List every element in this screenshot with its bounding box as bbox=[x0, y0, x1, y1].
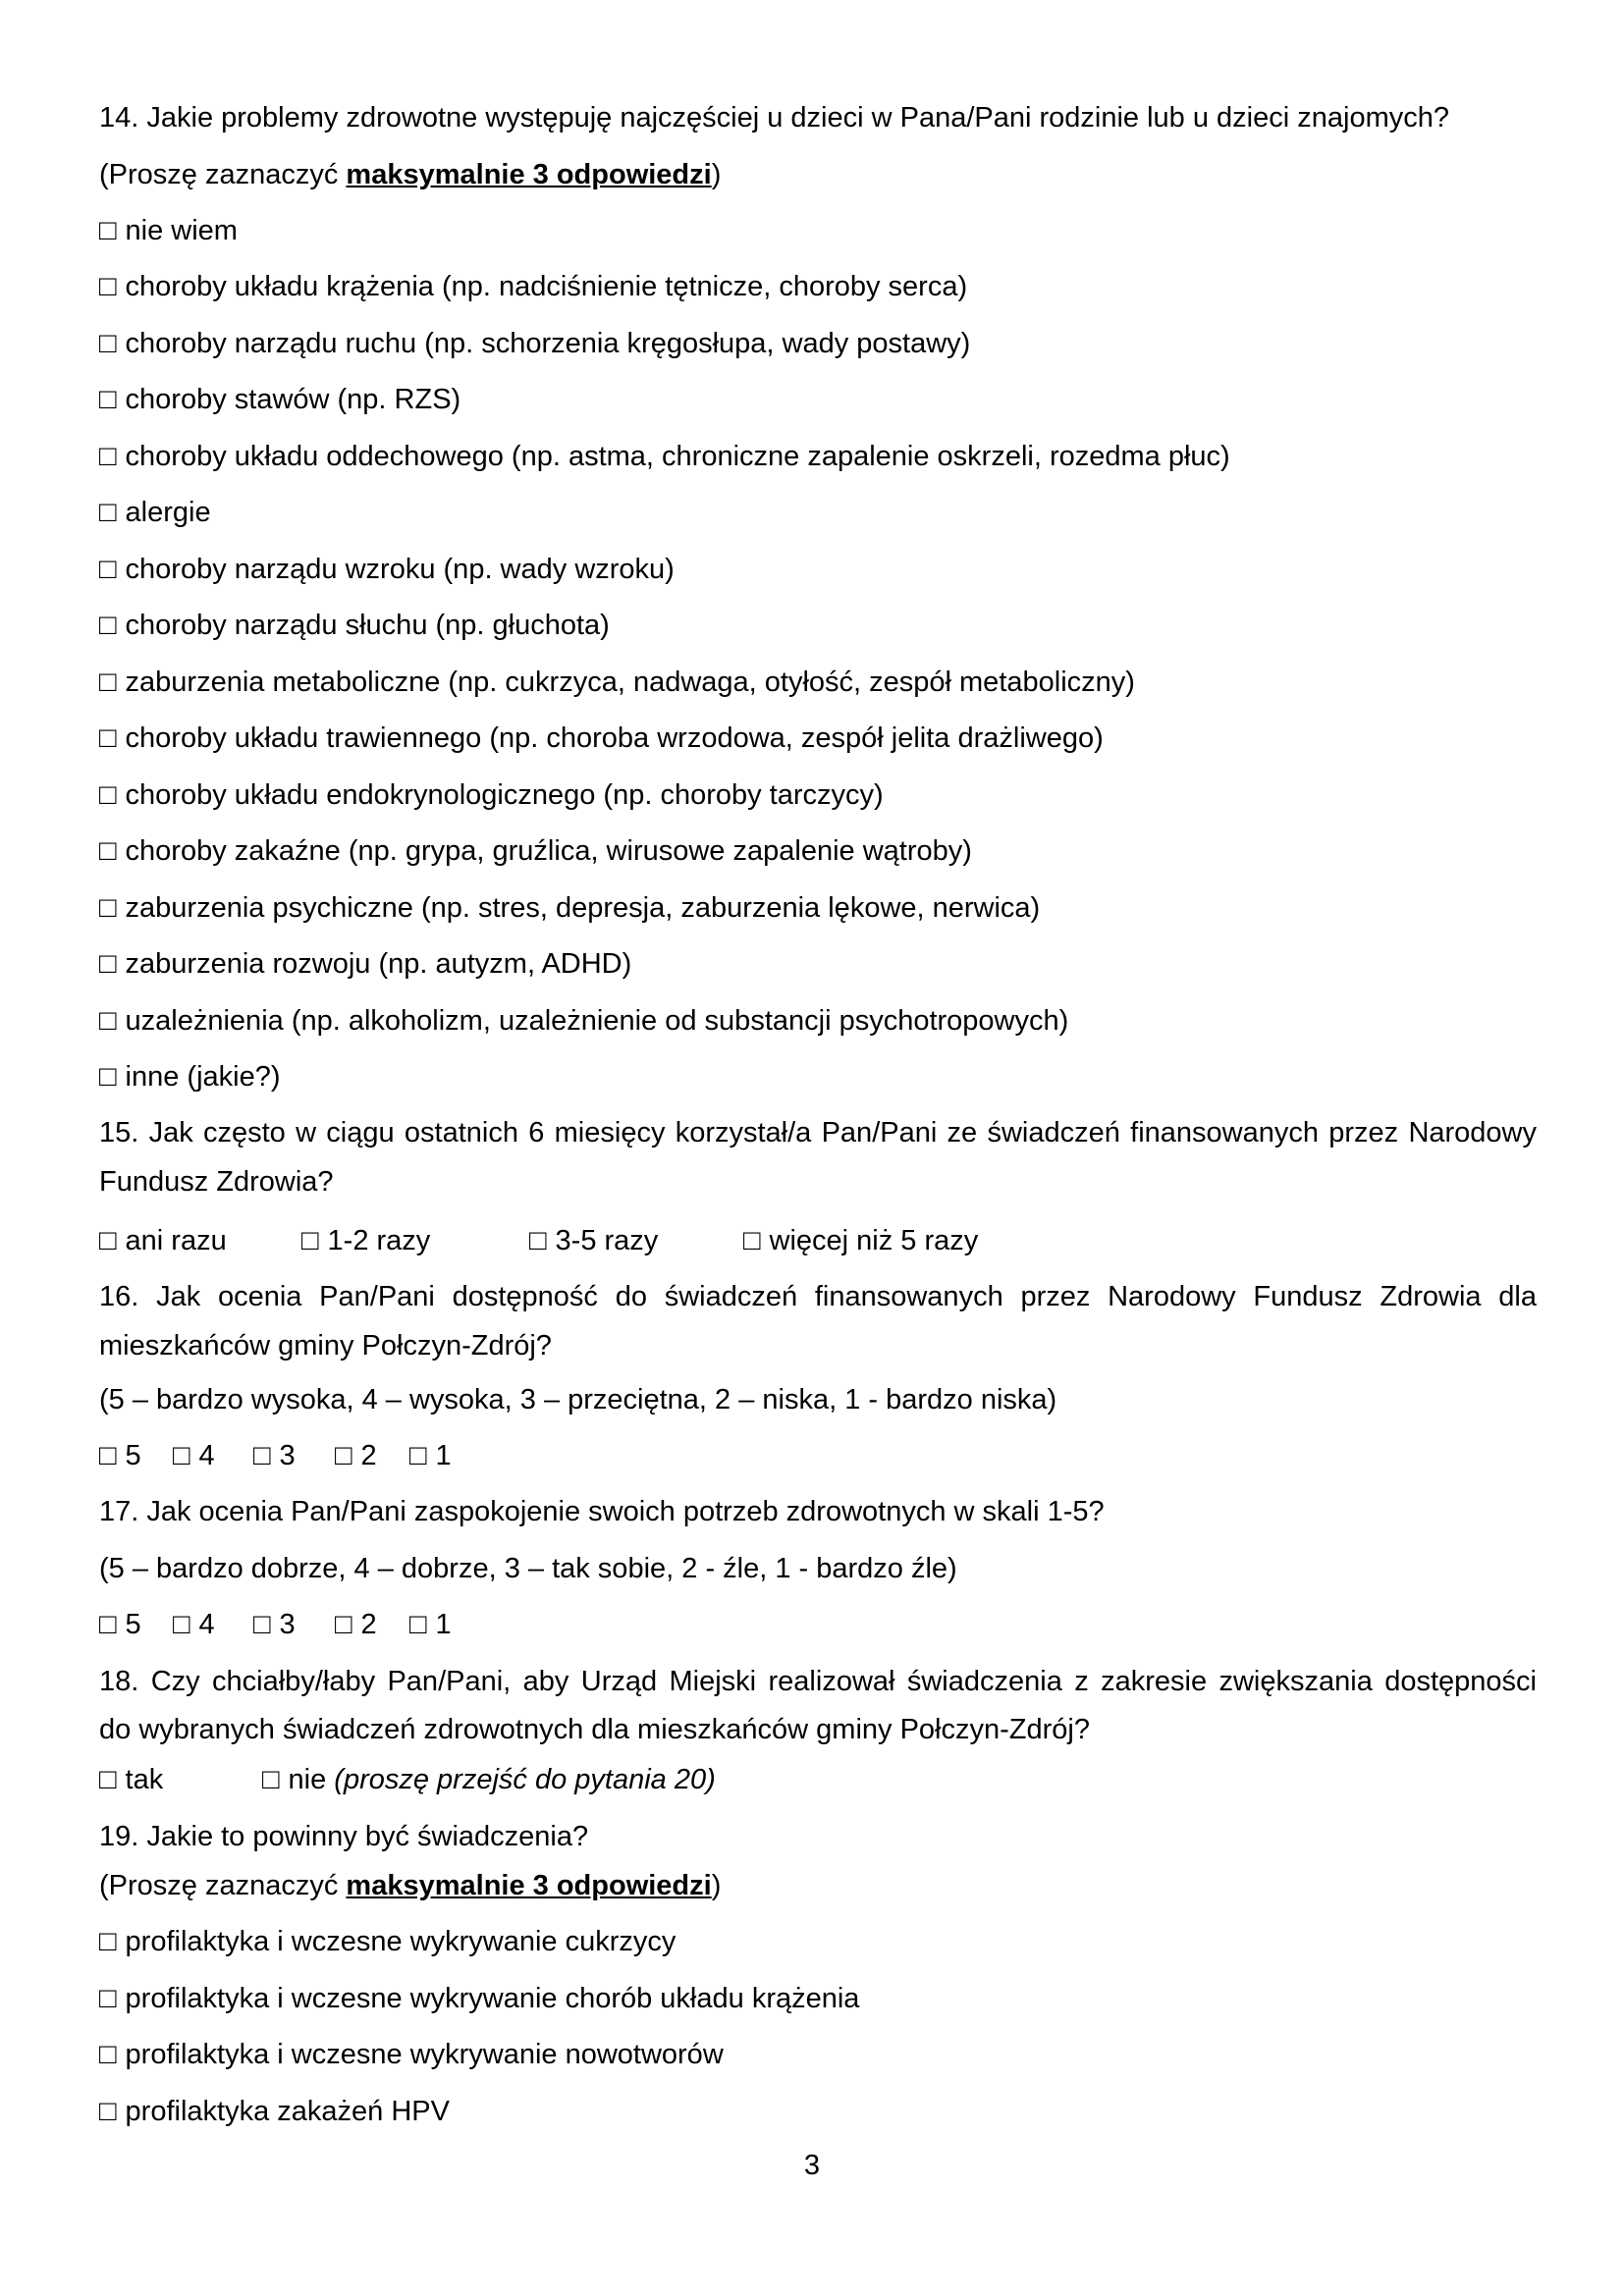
checkbox-icon[interactable]: □ bbox=[99, 271, 117, 302]
q14-option-label: nie wiem bbox=[125, 215, 238, 246]
checkbox-icon[interactable]: □ bbox=[409, 1440, 427, 1471]
checkbox-icon[interactable]: □ bbox=[99, 1005, 117, 1037]
checkbox-icon[interactable]: □ bbox=[335, 1440, 352, 1471]
q14-option[interactable] bbox=[99, 495, 211, 530]
q17-scale: (5 – bardzo dobrze, 4 – dobrze, 3 – tak sobie, 2 - źle, 1 - bardzo źle) bbox=[99, 1553, 957, 1584]
q14-option[interactable] bbox=[99, 552, 675, 587]
q14-option-label: choroby narządu ruchu (np. schorzenia kręgosłupa, wady postawy) bbox=[125, 328, 971, 359]
q17-option[interactable] bbox=[99, 1607, 141, 1642]
checkbox-icon[interactable]: □ bbox=[743, 1225, 761, 1256]
page-number: 3 bbox=[803, 2150, 821, 2181]
q17-option-label: 5 bbox=[125, 1609, 141, 1640]
checkbox-icon[interactable]: □ bbox=[99, 667, 117, 698]
q16-option[interactable] bbox=[99, 1438, 141, 1473]
q15-option[interactable] bbox=[529, 1223, 658, 1258]
q16-option-label: 1 bbox=[435, 1440, 452, 1471]
q19-question: 19. Jakie to powinny być świadczenia? bbox=[99, 1821, 589, 1852]
q19-option-label: profilaktyka i wczesne wykrywanie cukrzycy bbox=[125, 1926, 677, 1957]
checkbox-icon[interactable]: □ bbox=[99, 1609, 117, 1640]
q14-option-label: choroby stawów (np. RZS) bbox=[125, 384, 461, 415]
q14-instr-bold: maksymalnie 3 odpowiedzi bbox=[346, 159, 712, 190]
q14-option-label: zaburzenia psychiczne (np. stres, depresja, zaburzenia lękowe, nerwica) bbox=[125, 892, 1041, 924]
q16-option-label: 5 bbox=[125, 1440, 141, 1471]
q17-option-label: 3 bbox=[279, 1609, 296, 1640]
q14-option[interactable] bbox=[99, 1059, 281, 1095]
q14-option[interactable] bbox=[99, 382, 460, 417]
q19-option[interactable] bbox=[99, 2037, 724, 2072]
q16-option[interactable] bbox=[409, 1438, 452, 1473]
q15-option[interactable] bbox=[99, 1223, 227, 1258]
checkbox-icon[interactable]: □ bbox=[173, 1609, 190, 1640]
checkbox-icon[interactable]: □ bbox=[99, 1983, 117, 2014]
q16-options-row bbox=[99, 1438, 1537, 1473]
checkbox-icon[interactable]: □ bbox=[99, 384, 117, 415]
q16-option-label: 4 bbox=[198, 1440, 215, 1471]
q15-option-label: 3-5 razy bbox=[555, 1225, 659, 1256]
q14-option-label: choroby układu endokrynologicznego (np. choroby tarczycy) bbox=[125, 779, 884, 811]
q18-question-line2: do wybranych świadczeń zdrowotnych dla mieszkańców gminy Połczyn-Zdrój? bbox=[99, 1714, 1090, 1745]
q17-option[interactable] bbox=[335, 1607, 377, 1642]
checkbox-icon[interactable]: □ bbox=[529, 1225, 547, 1256]
q17-option[interactable] bbox=[173, 1607, 215, 1642]
checkbox-icon[interactable]: □ bbox=[253, 1609, 271, 1640]
checkbox-icon[interactable]: □ bbox=[301, 1225, 319, 1256]
q19-instr-prefix: (Proszę zaznaczyć bbox=[99, 1870, 347, 1901]
q14-option[interactable] bbox=[99, 608, 610, 643]
q16-question-line2: mieszkańców gminy Połczyn-Zdrój? bbox=[99, 1330, 552, 1362]
checkbox-icon[interactable]: □ bbox=[99, 1061, 117, 1093]
checkbox-icon[interactable]: □ bbox=[99, 328, 117, 359]
q17-option-label: 1 bbox=[435, 1609, 452, 1640]
checkbox-icon[interactable]: □ bbox=[173, 1440, 190, 1471]
q16-scale: (5 – bardzo wysoka, 4 – wysoka, 3 – przeciętna, 2 – niska, 1 - bardzo niska) bbox=[99, 1384, 1057, 1415]
checkbox-icon[interactable]: □ bbox=[99, 2096, 117, 2127]
q14-option-label: choroby narządu słuchu (np. głuchota) bbox=[125, 610, 610, 641]
q19-option-label: profilaktyka i wczesne wykrywanie chorób układu krążenia bbox=[125, 1983, 860, 2014]
checkbox-icon[interactable]: □ bbox=[99, 1926, 117, 1957]
checkbox-icon[interactable]: □ bbox=[99, 1764, 117, 1795]
checkbox-icon[interactable]: □ bbox=[99, 722, 117, 754]
q19-option[interactable] bbox=[99, 1981, 859, 2016]
q17-option[interactable] bbox=[253, 1607, 296, 1642]
q14-option[interactable] bbox=[99, 213, 238, 248]
q16-option-label: 3 bbox=[279, 1440, 296, 1471]
q19-option-label: profilaktyka zakażeń HPV bbox=[125, 2096, 450, 2127]
q16-question-line1: 16. Jak ocenia Pan/Pani dostępność do świadczeń finansowanych przez Narodowy Fundusz Zdrowia dla bbox=[99, 1281, 1537, 1312]
checkbox-icon[interactable]: □ bbox=[99, 554, 117, 585]
q15-option-label: 1-2 razy bbox=[327, 1225, 431, 1256]
q19-instr-bold: maksymalnie 3 odpowiedzi bbox=[346, 1870, 712, 1901]
q14-option-label: uzależnienia (np. alkoholizm, uzależnienie od substancji psychotropowych) bbox=[125, 1005, 1069, 1037]
q19-option-label: profilaktyka i wczesne wykrywanie nowotworów bbox=[125, 2039, 724, 2070]
q16-option-label: 2 bbox=[360, 1440, 377, 1471]
q16-option[interactable] bbox=[335, 1438, 377, 1473]
q14-option-label: zaburzenia metaboliczne (np. cukrzyca, nadwaga, otyłość, zespół metaboliczny) bbox=[125, 667, 1135, 698]
q17-question: 17. Jak ocenia Pan/Pani zaspokojenie swoich potrzeb zdrowotnych w skali 1-5? bbox=[99, 1496, 1105, 1527]
q14-question: 14. Jakie problemy zdrowotne występuję najczęściej u dzieci w Pana/Pani rodzinie lub u dzieci znajomych? bbox=[99, 102, 1449, 133]
q14-option-label: alergie bbox=[125, 497, 211, 528]
checkbox-icon[interactable]: □ bbox=[99, 779, 117, 811]
checkbox-icon[interactable]: □ bbox=[99, 610, 117, 641]
q18-option-label: nie bbox=[288, 1764, 327, 1795]
q15-options-row bbox=[99, 1223, 1537, 1258]
checkbox-icon[interactable]: □ bbox=[409, 1609, 427, 1640]
q18-option-yes[interactable] bbox=[99, 1762, 163, 1797]
q17-option-label: 2 bbox=[360, 1609, 377, 1640]
q19-instruction bbox=[99, 1868, 721, 1903]
q14-option-label: choroby narządu wzroku (np. wady wzroku) bbox=[125, 554, 675, 585]
q19-option[interactable] bbox=[99, 2094, 450, 2129]
checkbox-icon[interactable]: □ bbox=[99, 835, 117, 867]
checkbox-icon[interactable]: □ bbox=[99, 441, 117, 472]
q14-option-label: choroby układu oddechowego (np. astma, chroniczne zapalenie oskrzeli, rozedma płuc) bbox=[125, 441, 1230, 472]
q14-option-label: inne (jakie?) bbox=[125, 1061, 281, 1093]
q14-option-label: zaburzenia rozwoju (np. autyzm, ADHD) bbox=[125, 948, 632, 980]
q14-option[interactable] bbox=[99, 833, 972, 869]
q19-instr-suffix: ) bbox=[711, 1870, 722, 1901]
q14-option[interactable] bbox=[99, 1003, 1068, 1039]
q14-option[interactable] bbox=[99, 721, 1104, 756]
q18-options-row bbox=[99, 1762, 1537, 1797]
q14-option[interactable] bbox=[99, 777, 884, 813]
q14-instr-suffix: ) bbox=[711, 159, 722, 190]
checkbox-icon[interactable]: □ bbox=[99, 215, 117, 246]
checkbox-icon[interactable]: □ bbox=[99, 497, 117, 528]
checkbox-icon[interactable]: □ bbox=[99, 948, 117, 980]
q14-option-label: choroby zakaźne (np. grypa, gruźlica, wirusowe zapalenie wątroby) bbox=[125, 835, 972, 867]
q14-option-label: choroby układu trawiennego (np. choroba wrzodowa, zespół jelita drażliwego) bbox=[125, 722, 1104, 754]
q19-option[interactable] bbox=[99, 1924, 676, 1959]
q15-option[interactable] bbox=[743, 1223, 978, 1258]
q14-option[interactable] bbox=[99, 326, 970, 361]
q17-option-label: 4 bbox=[198, 1609, 215, 1640]
q15-option-label: więcej niż 5 razy bbox=[769, 1225, 979, 1256]
checkbox-icon[interactable]: □ bbox=[262, 1764, 280, 1795]
checkbox-icon[interactable]: □ bbox=[99, 2039, 117, 2070]
q16-option[interactable] bbox=[253, 1438, 296, 1473]
q17-option[interactable] bbox=[409, 1607, 452, 1642]
q15-question-line1: 15. Jak często w ciągu ostatnich 6 miesięcy korzystał/a Pan/Pani ze świadczeń finansowanych przez Narodowy bbox=[99, 1117, 1537, 1148]
checkbox-icon[interactable]: □ bbox=[99, 892, 117, 924]
q15-question-line2: Fundusz Zdrowia? bbox=[99, 1166, 334, 1198]
q15-option[interactable] bbox=[301, 1223, 430, 1258]
q14-option[interactable] bbox=[99, 665, 1135, 700]
q18-option-no[interactable] bbox=[262, 1762, 716, 1797]
q14-option[interactable] bbox=[99, 946, 631, 982]
q14-instr-prefix: (Proszę zaznaczyć bbox=[99, 159, 347, 190]
q17-options-row bbox=[99, 1607, 1537, 1642]
q15-option-label: ani razu bbox=[125, 1225, 227, 1256]
checkbox-icon[interactable]: □ bbox=[99, 1440, 117, 1471]
q18-option-label: tak bbox=[125, 1764, 164, 1795]
checkbox-icon[interactable]: □ bbox=[335, 1609, 352, 1640]
q18-question-line1: 18. Czy chciałby/łaby Pan/Pani, aby Urząd Miejski realizował świadczenia z zakresie zwiększania dostępności bbox=[99, 1666, 1537, 1697]
q18-skip-note: (proszę przejść do pytania 20) bbox=[334, 1764, 716, 1795]
checkbox-icon[interactable]: □ bbox=[99, 1225, 117, 1256]
q14-instruction bbox=[99, 157, 721, 192]
q14-option[interactable] bbox=[99, 439, 1230, 474]
q14-option[interactable] bbox=[99, 269, 967, 304]
q14-option[interactable] bbox=[99, 890, 1040, 926]
checkbox-icon[interactable]: □ bbox=[253, 1440, 271, 1471]
q14-option-label: choroby układu krążenia (np. nadciśnienie tętnicze, choroby serca) bbox=[125, 271, 968, 302]
q16-option[interactable] bbox=[173, 1438, 215, 1473]
